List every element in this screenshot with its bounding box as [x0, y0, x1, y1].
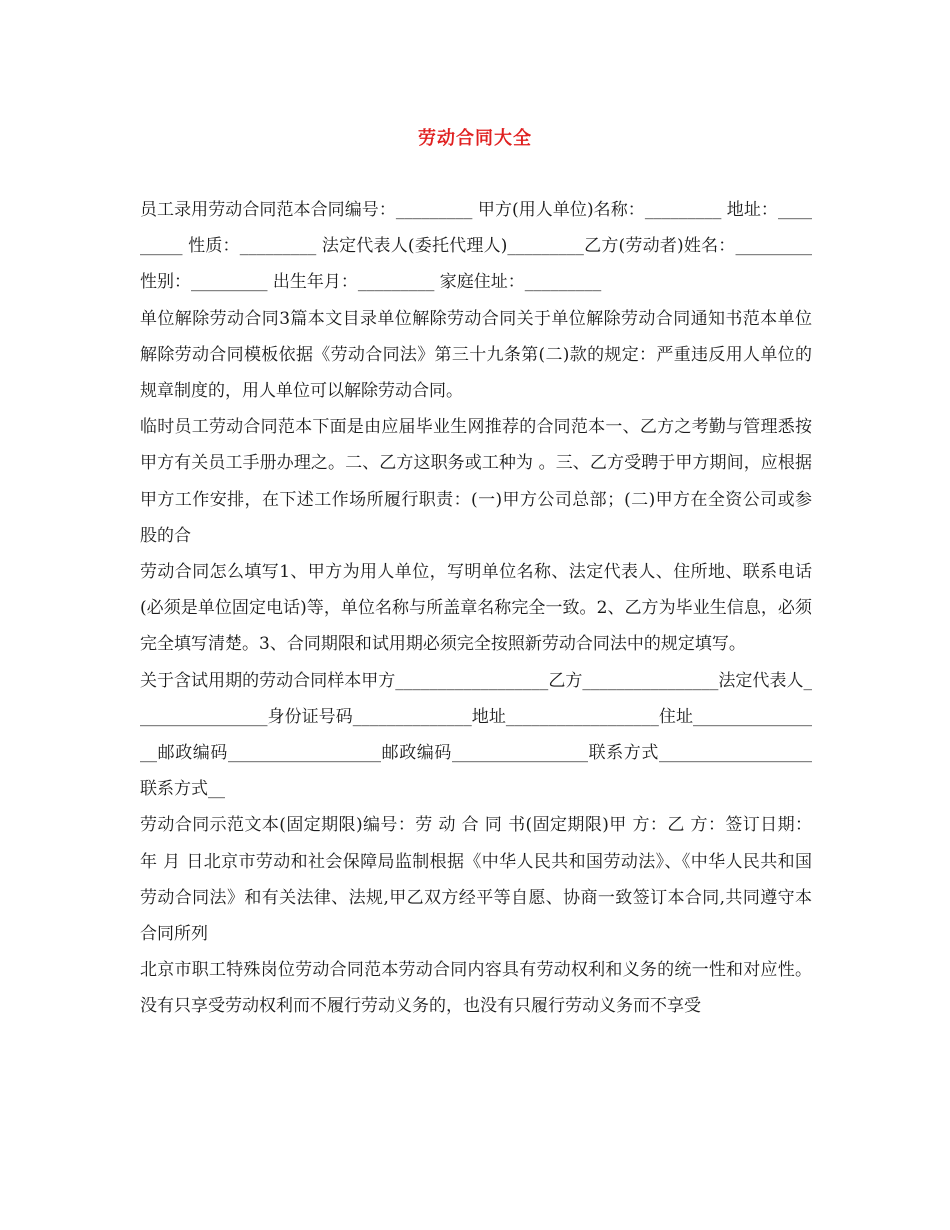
- document-body: [140, 192, 812, 1025]
- paragraph-unit-termination: 单位解除劳动合同3篇本文目录单位解除劳动合同关于单位解除劳动合同通知书范本单位解除劳动合同模板依据《劳动合同法》第三十九条第(二)款的规定：严重违反用人单位的规章制度的，用人单位可以解除劳动合同。: [140, 308, 812, 402]
- paragraph-special-post: 北京市职工特殊岗位劳动合同范本劳动合同内容具有劳动权利和义务的统一性和对应性。没有只享受劳动权利而不履行劳动义务的，也没有只履行劳动义务而不享受: [140, 960, 812, 1017]
- document-title: 劳动合同大全: [418, 128, 532, 149]
- paragraph-employee-contract: 员工录用劳动合同范本合同编号：_________ 甲方(用人单位)名称：_________ 地址：_________ 性质：_________ 法定代表人(委托代理人)_________乙方(劳动者)姓名：_________ 性别：_________ 出生年月：_________ 家庭住址：_________: [140, 200, 812, 293]
- paragraph-how-to-fill: 劳动合同怎么填写1、甲方为用人单位，写明单位名称、法定代表人、住所地、联系电话(必须是单位固定电话)等，单位名称与所盖章名称完全一致。2、乙方为毕业生信息，必须完全填写清楚。3、合同期限和试用期必须完全按照新劳动合同法中的规定填写。: [140, 562, 812, 655]
- paragraph-probation-sample: 关于含试用期的劳动合同样本甲方__________________乙方________________法定代表人________________身份证号码______________地址__________________住址________________邮政编码__________________邮政编码________________联系方式__________________联系方式__: [140, 670, 812, 800]
- paragraph-temporary-employee: 临时员工劳动合同范本下面是由应届毕业生网推荐的合同范本一、乙方之考勤与管理悉按甲方有关员工手册办理之。二、乙方这职务或工种为 。三、乙方受聘于甲方期间，应根据甲方工作安排，在下述工作场所履行职责：(一)甲方公司总部；(二)甲方在全资公司或参股的合: [140, 417, 812, 546]
- paragraph-fixed-term-template: 劳动合同示范文本(固定期限)编号：劳 动 合 同 书(固定期限)甲 方：乙 方：签订日期： 年 月 日北京市劳动和社会保障局监制根据《中华人民共和国劳动法》、《中华人民共和国劳动合同法》和有关法律、法规,甲乙双方经平等自愿、协商一致签订本合同,共同遵守本合同所列: [140, 815, 812, 945]
